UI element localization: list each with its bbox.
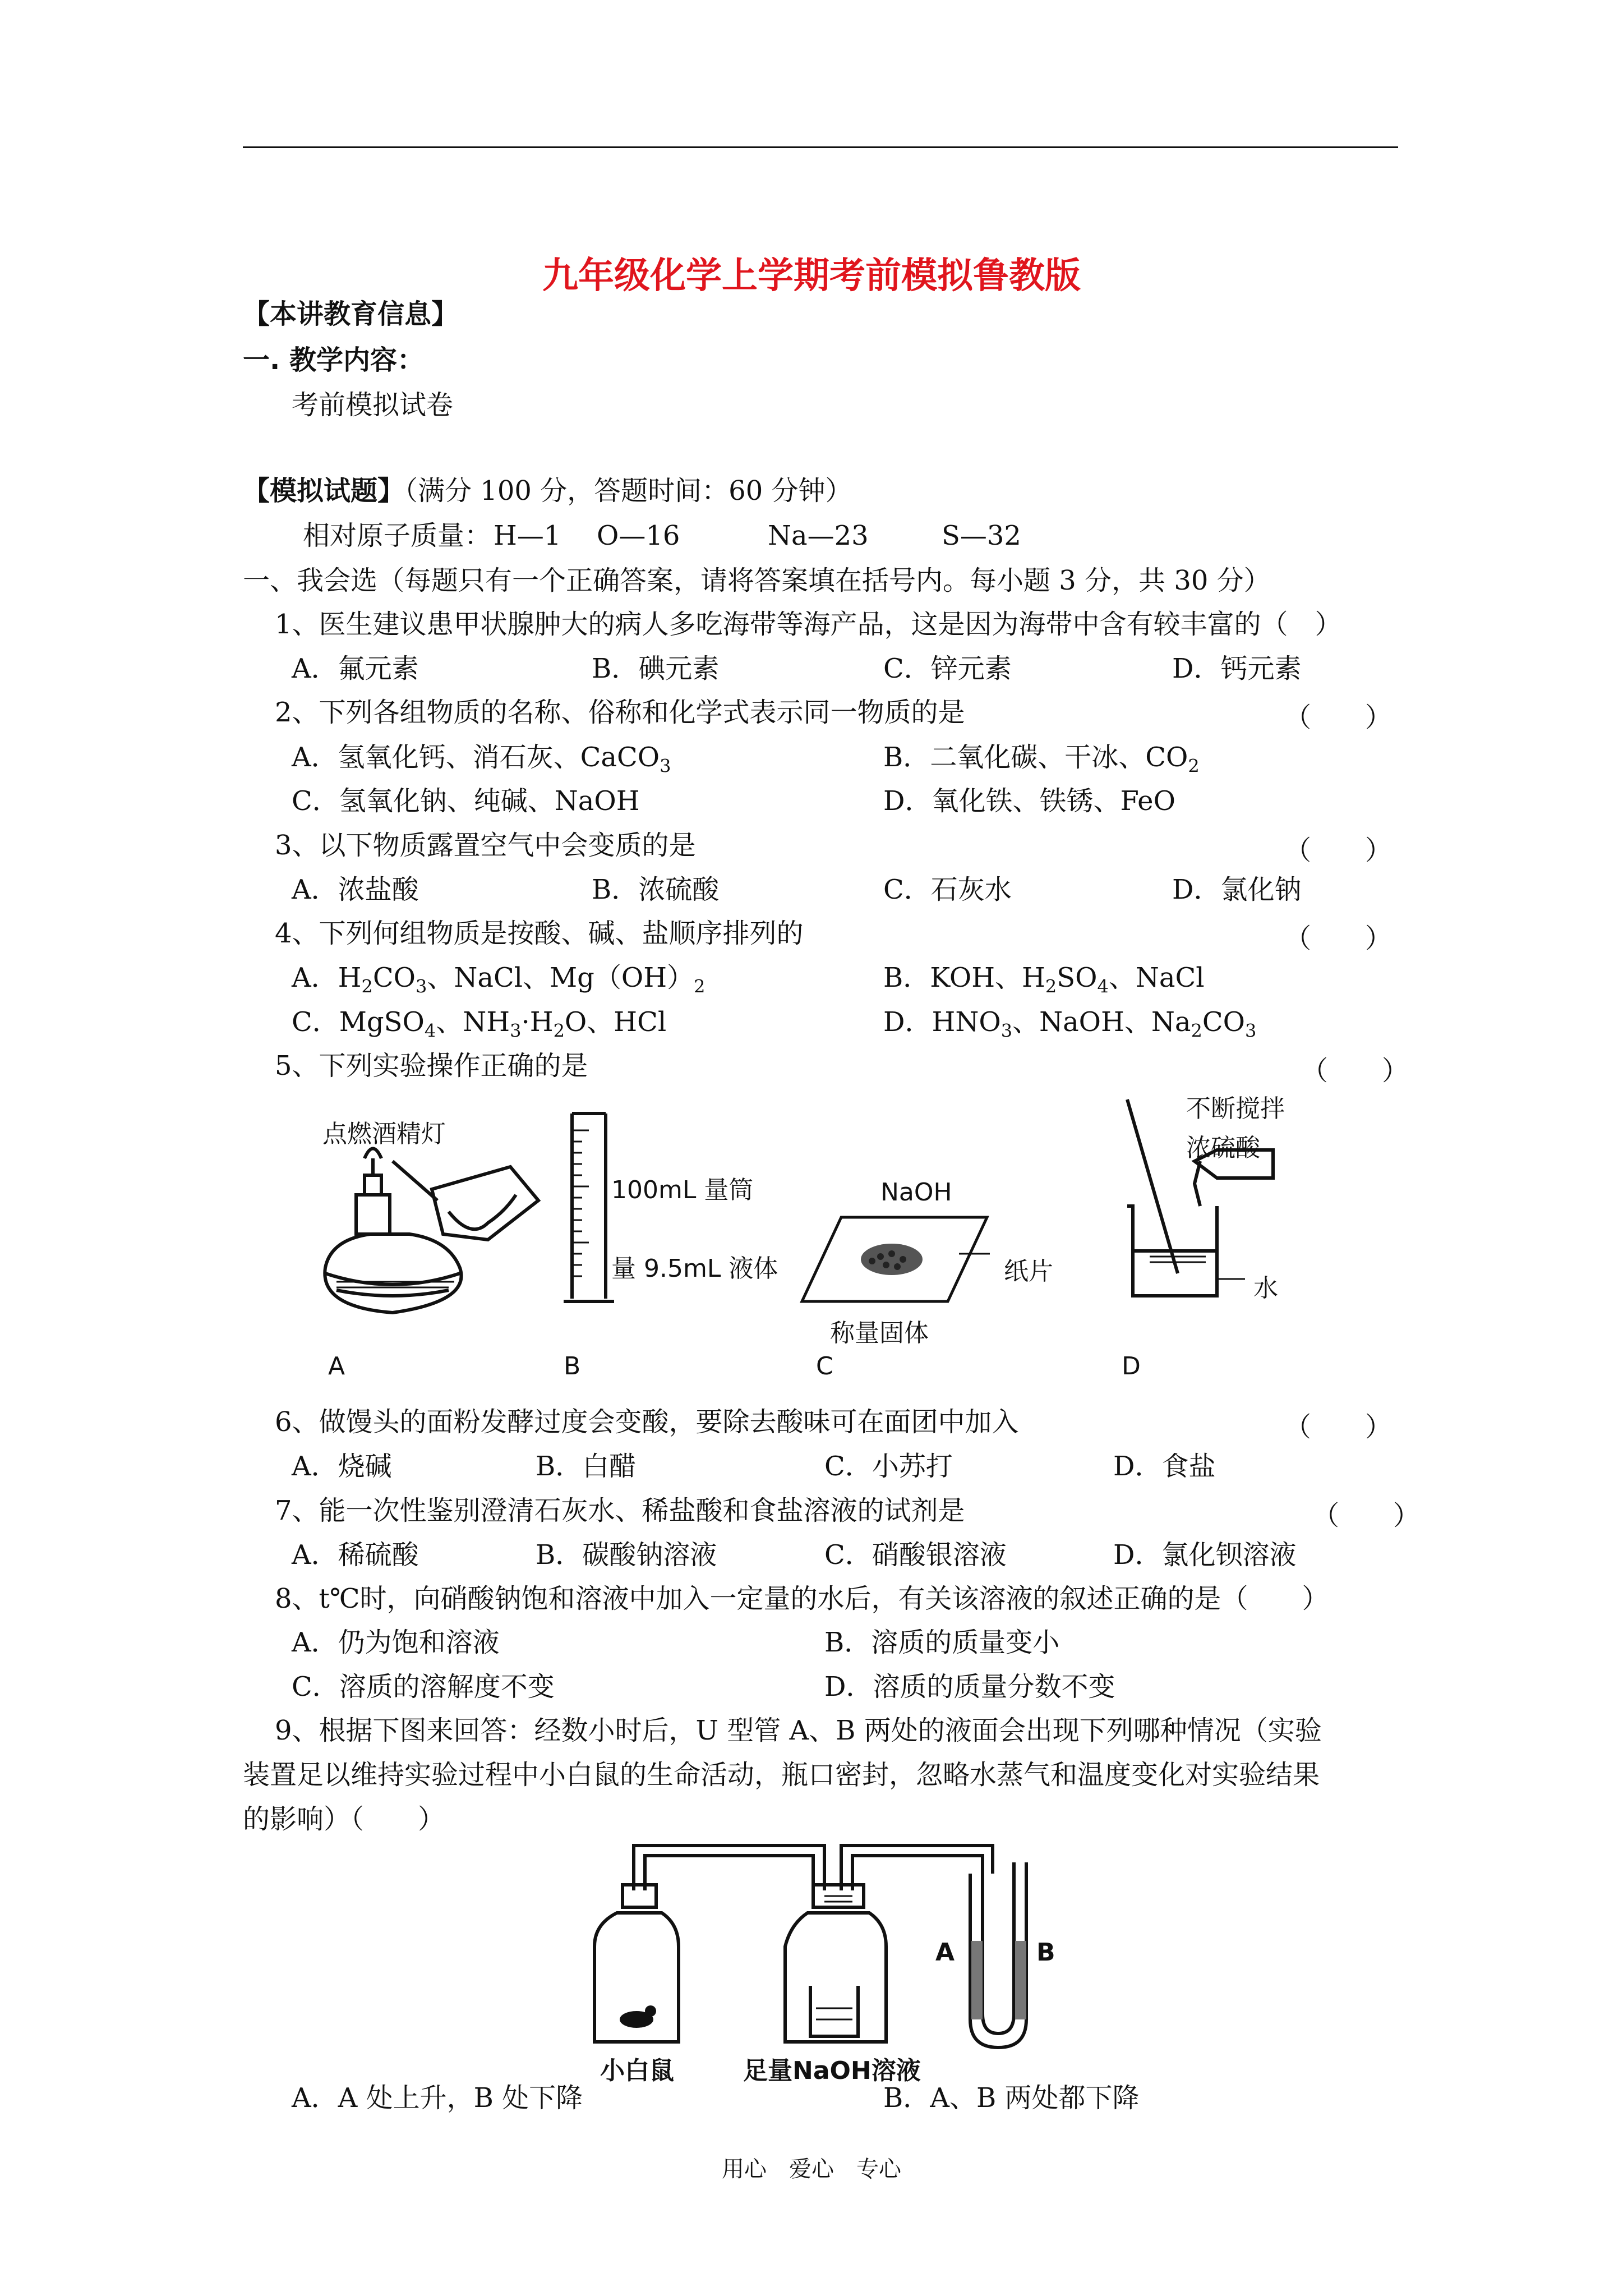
q5-fig-d-acid: 浓硫酸 [1186,1134,1260,1162]
q4-option-d: D．$HNO_3$、NaOH、$Na_2CO_3$ [883,1006,1257,1042]
q9-apparatus-figure [578,1840,1094,2053]
q3-option-a: A．浓盐酸 [292,874,419,905]
q7-option-a: A．稀硫酸 [292,1539,419,1571]
q9-fig-mouse: 小白鼠 [600,2056,674,2085]
q8-option-c: C．溶质的溶解度不变 [292,1671,555,1703]
q1-option-a: A．氟元素 [292,653,419,684]
q7-option-b: B．碳酸钠溶液 [536,1539,717,1571]
q1-option-b: B．碘元素 [592,653,720,684]
q5-letter-a: A [328,1352,345,1381]
q5-fig-b-caption-1: 100mL 量筒 [611,1176,754,1204]
q5-figure-d [1116,1094,1340,1307]
q4-stem: 4、下列何组物质是按酸、碱、盐顺序排列的 [275,918,804,949]
q9-stem-line-3: 的影响）（ ） [243,1803,445,1835]
q6-option-d: D．食盐 [1113,1451,1216,1482]
q9-option-a: A．A 处上升，B 处下降 [292,2082,583,2114]
part1-instructions: 一、我会选（每题只有一个正确答案，请将答案填在括号内。每小题 3 分，共 30 分） [243,565,1271,596]
q7-option-d: D．氯化钡溶液 [1113,1539,1297,1571]
q3-stem: 3、以下物质露置空气中会变质的是 [275,830,696,861]
q6-option-c: C．小苏打 [824,1451,953,1482]
q8-option-a: A．仍为饱和溶液 [292,1627,500,1658]
q9-fig-label-b: B [1036,1938,1055,1967]
q5-letter-b: B [564,1352,581,1381]
q5-fig-a-caption: 点燃酒精灯 [322,1120,446,1148]
q9-option-b: B．A、B 两处都下降 [883,2082,1140,2114]
q5-figure-a [303,1128,583,1341]
q9-stem-line-2: 装置足以维持实验过程中小白鼠的生命活动，瓶口密封，忽略水蒸气和温度变化对实验结果 [243,1759,1320,1791]
atomic-mass-label: 相对原子质量： [303,520,492,551]
q5-figure-b [561,1108,623,1315]
q5-fig-b-caption-2: 量 9.5mL 液体 [611,1254,778,1283]
q6-option-a: A．烧碱 [292,1451,392,1482]
q2-option-d: D．氧化铁、铁锈、FeO [883,785,1175,817]
q8-stem: 8、t℃时，向硝酸钠饱和溶液中加入一定量的水后，有关该溶液的叙述正确的是（ ） [275,1583,1329,1614]
mock-meta: （满分 100 分，答题时间：60 分钟） [404,475,852,507]
atomic-mass-o: O—16 [597,520,680,551]
q5-fig-c-paper: 纸片 [1004,1257,1053,1286]
info-header: 【本讲教育信息】 [243,298,459,330]
q4-answer-paren: （ ） [1284,923,1393,954]
q6-stem: 6、做馒头的面粉发酵过度会变酸，要除去酸味可在面团中加入 [275,1406,1019,1438]
page-footer: 用心 爱心 专心 [722,2156,901,2182]
q5-fig-c-naoh: NaOH [880,1178,952,1207]
mock-header-line [243,474,852,508]
q5-answer-paren: （ ） [1301,1055,1409,1087]
q2-option-a: A．氢氧化钙、消石灰、CaCO$_3$ [292,742,671,777]
q5-letter-d: D [1122,1352,1141,1381]
q5-fig-c-caption: 称量固体 [830,1319,929,1347]
q2-stem: 2、下列各组物质的名称、俗称和化学式表示同一物质的是 [275,697,965,728]
header-rule [243,146,1398,148]
q8-option-d: D．溶质的质量分数不变 [824,1671,1115,1703]
q1-stem: 1、医生建议患甲状腺肿大的病人多吃海带等海产品，这是因为海带中含有较丰富的（ ） [275,609,1342,640]
q5-stem: 5、下列实验操作正确的是 [275,1050,588,1082]
q6-option-b: B．白醋 [536,1451,637,1482]
q7-stem: 7、能一次性鉴别澄清石灰水、稀盐酸和食盐溶液的试剂是 [275,1495,965,1526]
section1-label: 一. 教学内容： [243,344,424,376]
q5-figure-c [796,1212,998,1307]
mock-header: 【模拟试题】 [243,475,405,507]
q3-option-c: C．石灰水 [883,874,1012,905]
atomic-mass-h: H—1 [494,520,561,551]
q5-fig-d-water: 水 [1253,1274,1278,1303]
q1-option-c: C．锌元素 [883,653,1012,684]
q3-answer-paren: （ ） [1284,835,1393,866]
atomic-mass-na: Na—23 [768,520,869,551]
q4-option-a: A．$H_2CO_3$、NaCl、$Mg(OH)_2$ [292,962,706,997]
q2-option-c: C．氢氧化钠、纯碱、NaOH [292,785,640,817]
q1-option-d: D．钙元素 [1172,653,1302,684]
page-title: 九年级化学上学期考前模拟鲁教版 [542,255,1081,297]
q4-option-c: C．MgSO$_4$、$NH_3\cdot H_2O$、HCl [292,1006,667,1042]
q8-option-b: B．溶质的质量变小 [824,1627,1060,1658]
q3-option-b: B．浓硫酸 [592,874,720,905]
q6-answer-paren: （ ） [1284,1411,1393,1443]
q5-fig-d-stir: 不断搅拌 [1186,1094,1285,1123]
atomic-mass-s: S—32 [942,520,1021,551]
section1-content: 考前模拟试卷 [292,389,454,421]
q2-answer-paren: （ ） [1284,702,1393,733]
q4-option-b: B．KOH、$H_2SO_4$、NaCl [883,962,1205,997]
q5-letter-c: C [816,1352,833,1381]
q9-fig-label-a: A [935,1938,955,1967]
q2-option-b: B．二氧化碳、干冰、$CO_2$ [883,742,1200,777]
q9-fig-naoh: 足量NaOH溶液 [743,2056,921,2085]
q7-answer-paren: （ ） [1312,1500,1421,1531]
q7-option-c: C．硝酸银溶液 [824,1539,1007,1571]
q3-option-d: D．氯化钠 [1172,874,1302,905]
q9-stem-line-1: 9、根据下图来回答：经数小时后，U 型管 A、B 两处的液面会出现下列哪种情况（实验 [275,1715,1322,1746]
